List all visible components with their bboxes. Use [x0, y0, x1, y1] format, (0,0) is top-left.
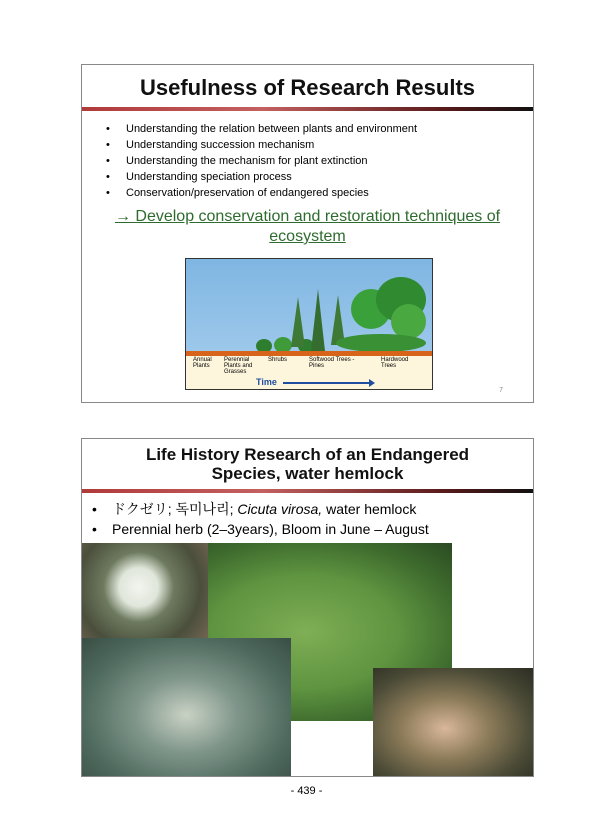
pine-tree [291, 297, 305, 347]
page-footer: - 439 - [290, 785, 323, 797]
succession-diagram [185, 258, 433, 390]
bullet-item: • Understanding the relation between plants and environment [106, 121, 533, 137]
latin-name: Cicuta virosa, [237, 501, 323, 517]
title-divider [82, 107, 533, 111]
bullet-item [92, 499, 533, 519]
diagram-labels [186, 356, 432, 389]
label-shrubs: Shrubs [268, 357, 288, 363]
slide-usefulness [81, 64, 534, 403]
common-name: water hemlock [322, 501, 417, 517]
label-perennial: Perennial Plants and Grasses [224, 357, 253, 375]
pine-tree [311, 289, 325, 351]
roots-photo [373, 668, 533, 777]
time-label: Time [256, 377, 277, 387]
slide-number: 7 [499, 387, 503, 394]
label-softwood: Softwood Trees - Pines [309, 357, 355, 369]
bullet-list [92, 499, 533, 539]
slide-water-hemlock [81, 438, 534, 777]
bullet-item: • Conservation/preservation of endangered species [106, 185, 533, 201]
stem-photo [82, 638, 291, 777]
title-divider [82, 489, 533, 493]
bullet-list [106, 121, 533, 201]
label-hardwood: Hardwood Trees [381, 357, 409, 369]
title-line: Species, water hemlock [211, 464, 404, 483]
flower-photo [82, 543, 208, 641]
time-arrow-icon [283, 382, 371, 384]
label-annual: Annual Plants [193, 357, 212, 369]
conclusion: → Develop conservation and restoration techniques of ecosystem [114, 208, 501, 245]
names: ドクゼリ; 독미나리; [112, 501, 238, 517]
bullet-item: • Understanding speciation process [106, 169, 533, 185]
bullet-item: • Understanding the mechanism for plant extinction [106, 153, 533, 169]
bullet-item: • Understanding succession mechanism [106, 137, 533, 153]
slide-title [82, 445, 533, 483]
bullet-item: • Perennial herb (2–3years), Bloom in June – August [92, 519, 533, 539]
undergrowth [336, 334, 426, 352]
slide-title: Usefulness of Research Results [139, 75, 476, 100]
title-line: Life History Research of an Endangered [145, 445, 470, 464]
